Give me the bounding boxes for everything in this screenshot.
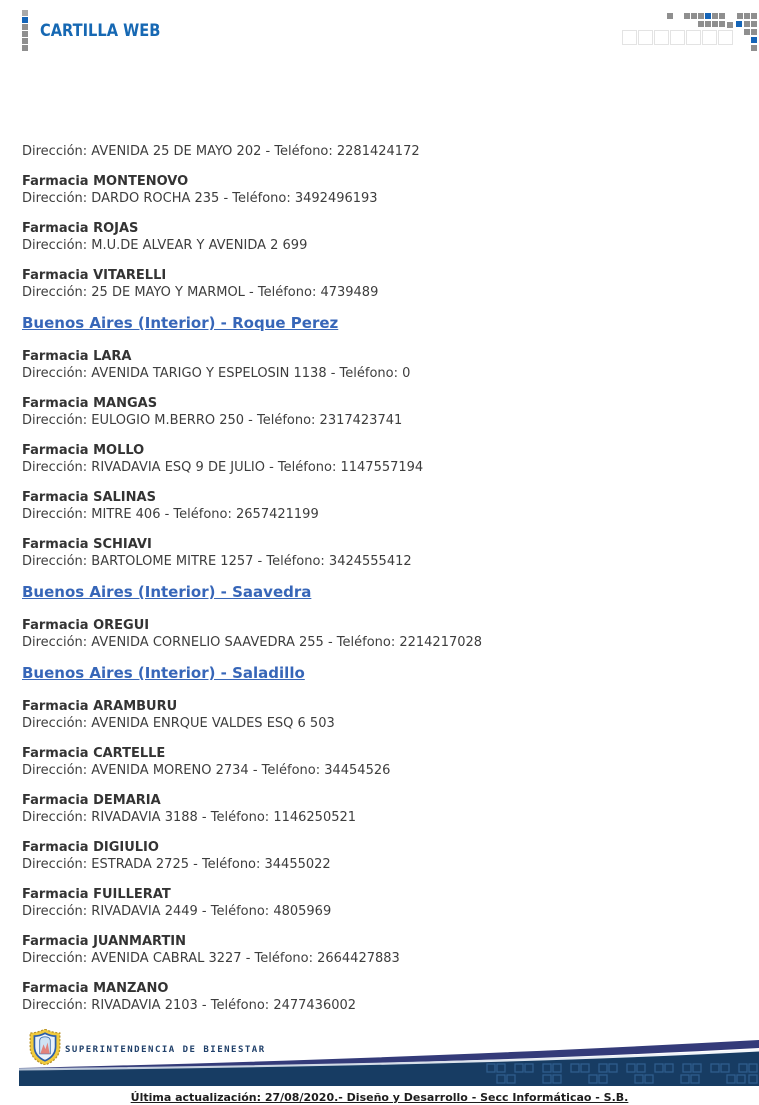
pharmacy-address: Dirección: AVENIDA CORNELIO SAAVEDRA 255 - Teléfono: 2214217028: [22, 635, 483, 650]
pharmacy-entry: [22, 442, 729, 476]
section-heading: [22, 314, 729, 334]
pharmacy-list: [22, 143, 729, 1014]
pharmacy-name: Farmacia MONTENOVO: [22, 174, 189, 189]
pharmacy-entry: [22, 933, 729, 967]
pharmacy-name: Farmacia JUANMARTIN: [22, 934, 187, 949]
pharmacy-entry: [22, 886, 729, 920]
pharmacy-address: Dirección: MITRE 406 - Teléfono: 2657421199: [22, 507, 319, 522]
pharmacy-entry: [22, 745, 729, 779]
section-heading-link[interactable]: Buenos Aires (Interior) - Saavedra: [22, 583, 312, 601]
pharmacy-entry: [22, 395, 729, 429]
pharmacy-address: Dirección: RIVADAVIA 2103 - Teléfono: 2477436002: [22, 998, 357, 1013]
pharmacy-address: Dirección: AVENIDA CABRAL 3227 - Teléfono: 2664427883: [22, 951, 400, 966]
pharmacy-entry: [22, 980, 729, 1014]
pharmacy-name: Farmacia CARTELLE: [22, 746, 166, 761]
footer: [0, 1028, 759, 1104]
pharmacy-entry: [22, 536, 729, 570]
section-heading: [22, 664, 729, 684]
pharmacy-name: Farmacia ARAMBURU: [22, 699, 178, 714]
pharmacy-name: Farmacia FUILLERAT: [22, 887, 171, 902]
pharmacy-name: Farmacia DIGIULIO: [22, 840, 159, 855]
pharmacy-entry: [22, 489, 729, 523]
footer-swoosh-graphic: [0, 1035, 759, 1086]
pharmacy-entry: [22, 143, 729, 160]
pharmacy-name: Farmacia MOLLO: [22, 443, 145, 458]
pharmacy-address: Dirección: AVENIDA ENRQUE VALDES ESQ 6 503: [22, 716, 335, 731]
section-heading-link[interactable]: Buenos Aires (Interior) - Roque Perez: [22, 314, 339, 332]
pharmacy-name: Farmacia SALINAS: [22, 490, 156, 505]
pharmacy-directory: [0, 56, 759, 1027]
pharmacy-name: Farmacia OREGUI: [22, 618, 150, 633]
pharmacy-name: Farmacia MANZANO: [22, 981, 169, 996]
brand-pixel-mark-icon: [22, 10, 28, 51]
pharmacy-address: Dirección: AVENIDA 25 DE MAYO 202 - Teléfono: 2281424172: [22, 144, 420, 159]
last-update-text: Última actualización: 27/08/2020.- Diseño y Desarrollo - Secc Informáticao - S.B.: [130, 1091, 629, 1104]
pharmacy-address: Dirección: ESTRADA 2725 - Teléfono: 34455022: [22, 857, 331, 872]
section-heading: [22, 583, 729, 603]
pharmacy-address: Dirección: DARDO ROCHA 235 - Teléfono: 3492496193: [22, 191, 378, 206]
pharmacy-address: Dirección: AVENIDA MORENO 2734 - Teléfono: 34454526: [22, 763, 391, 778]
brand-title: CARTILLA WEB: [40, 21, 161, 41]
pharmacy-address: Dirección: RIVADAVIA ESQ 9 DE JULIO - Teléfono: 1147557194: [22, 460, 424, 475]
pharmacy-entry: [22, 792, 729, 826]
pharmacy-name: Farmacia SCHIAVI: [22, 537, 152, 552]
pharmacy-entry: [22, 220, 729, 254]
pharmacy-entry: [22, 698, 729, 732]
pharmacy-name: Farmacia ROJAS: [22, 221, 139, 236]
superintendencia-shield-logo-icon: [27, 1029, 63, 1065]
pharmacy-address: Dirección: RIVADAVIA 2449 - Teléfono: 4805969: [22, 904, 332, 919]
pharmacy-address: Dirección: AVENIDA TARIGO Y ESPELOSIN 1138 - Teléfono: 0: [22, 366, 411, 381]
pharmacy-name: Farmacia VITARELLI: [22, 268, 167, 283]
header: [0, 0, 759, 56]
pharmacy-address: Dirección: 25 DE MAYO Y MARMOL - Teléfono: 4739489: [22, 285, 379, 300]
pharmacy-entry: [22, 267, 729, 301]
pharmacy-address: Dirección: M.U.DE ALVEAR Y AVENIDA 2 699: [22, 238, 308, 253]
pharmacy-entry: [22, 617, 729, 651]
organization-name: SUPERINTENDENCIA DE BIENESTAR: [65, 1045, 266, 1055]
pharmacy-entry: [22, 839, 729, 873]
pharmacy-name: Farmacia LARA: [22, 349, 132, 364]
pharmacy-address: Dirección: BARTOLOME MITRE 1257 - Teléfono: 3424555412: [22, 554, 412, 569]
pharmacy-address: Dirección: RIVADAVIA 3188 - Teléfono: 1146250521: [22, 810, 357, 825]
pharmacy-name: Farmacia DEMARIA: [22, 793, 161, 808]
pharmacy-name: Farmacia MANGAS: [22, 396, 158, 411]
section-heading-link[interactable]: Buenos Aires (Interior) - Saladillo: [22, 664, 305, 682]
pharmacy-entry: [22, 348, 729, 382]
pharmacy-entry: [22, 173, 729, 207]
footer-update-bar: [0, 1086, 759, 1104]
pharmacy-address: Dirección: EULOGIO M.BERRO 250 - Teléfono: 2317423741: [22, 413, 403, 428]
